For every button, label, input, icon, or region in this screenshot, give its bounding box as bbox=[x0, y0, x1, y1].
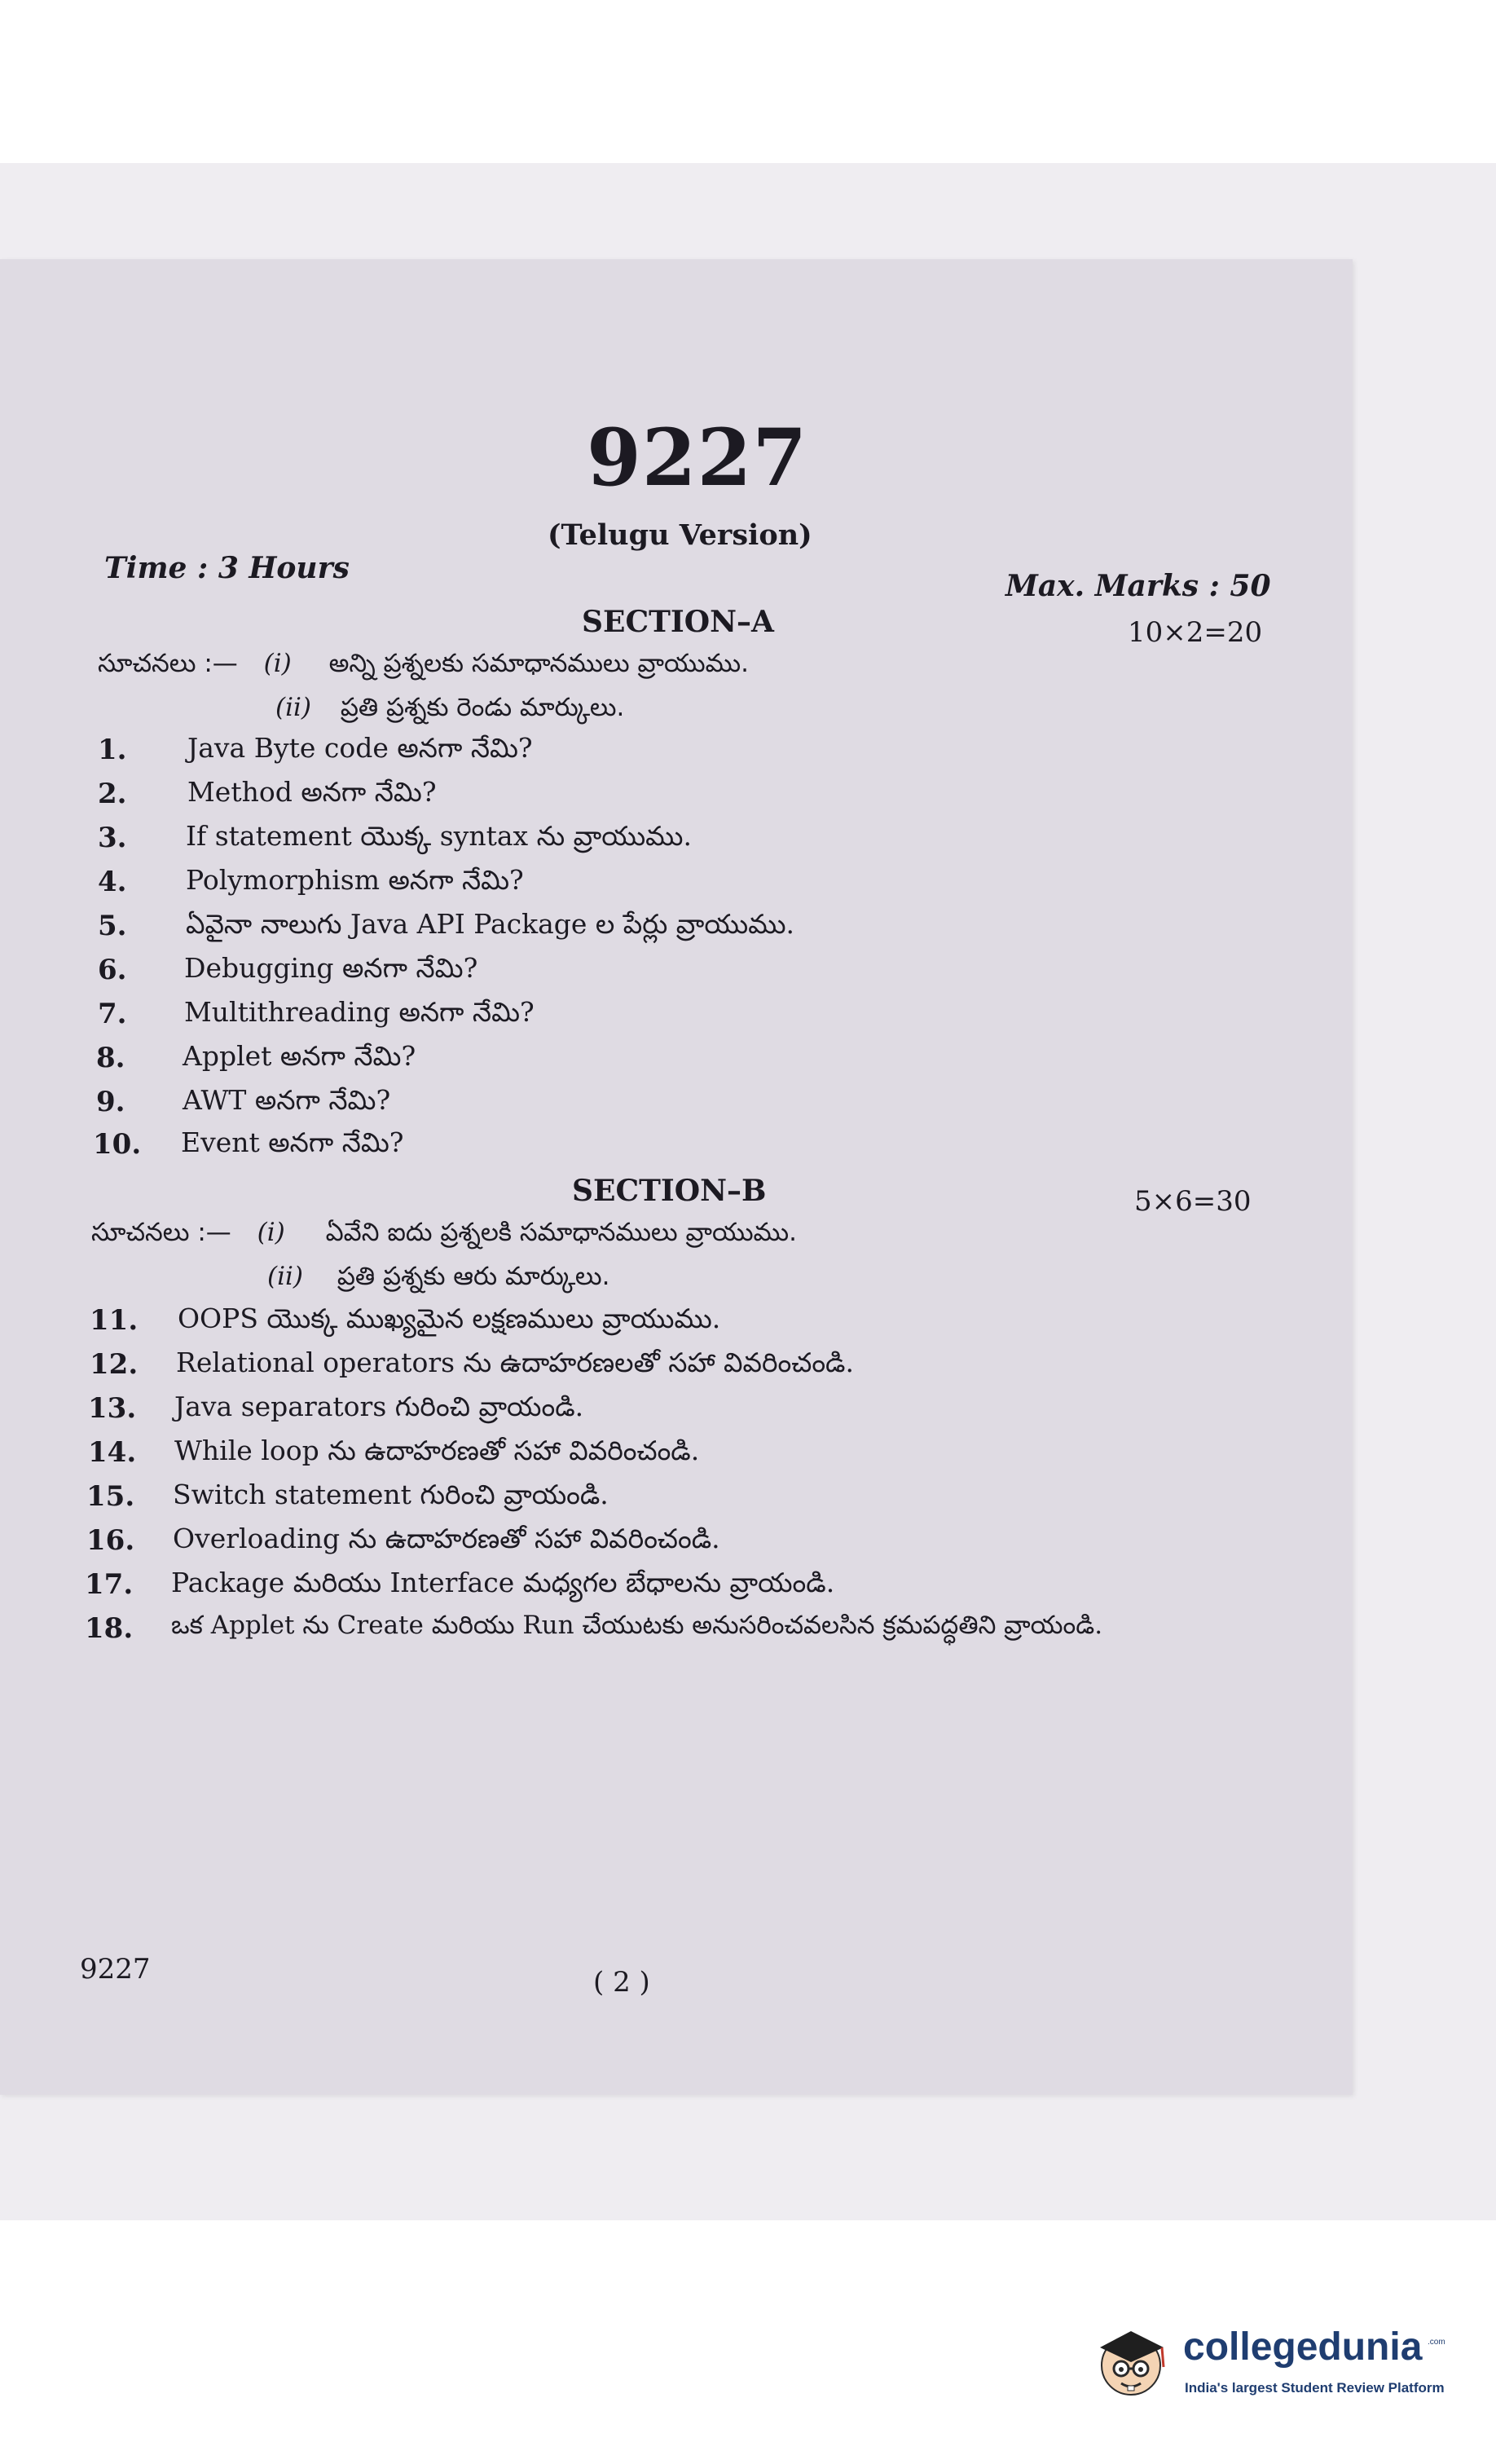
section-a-title: SECTION–A bbox=[582, 605, 774, 639]
note-text: ప్రతి ప్రశ్నకు ఆరు మార్కులు. bbox=[337, 1262, 610, 1291]
section-a-marks: 10×2=20 bbox=[1128, 616, 1263, 649]
note-num: (i) bbox=[257, 1218, 285, 1247]
brand-name: collegedunia bbox=[1183, 2325, 1423, 2369]
version-label: (Telugu Version) bbox=[548, 518, 812, 552]
question-text: Event అనగా నేమి? bbox=[181, 1126, 404, 1158]
section-b-note-2 bbox=[267, 1262, 609, 1297]
note-text: ప్రతి ప్రశ్నకు రెండు మార్కులు. bbox=[340, 693, 625, 722]
question-text: OOPS యొక్క ముఖ్యమైన లక్షణములు వ్రాయుము. bbox=[178, 1303, 721, 1334]
question-number: 7. bbox=[98, 998, 127, 1030]
question-text: AWT అనగా నేమి? bbox=[183, 1084, 391, 1116]
question-number: 6. bbox=[98, 954, 127, 986]
section-b-marks: 5×6=30 bbox=[1134, 1185, 1252, 1218]
question-number: 3. bbox=[98, 822, 127, 854]
paper-code-title: 9227 bbox=[587, 412, 808, 504]
question-text: ఏవైనా నాలుగు Java API Package ల పేర్లు వ్రాయుము. bbox=[186, 908, 795, 940]
question-text: Relational operators ను ఉదాహరణలతో సహా వివరించండి. bbox=[176, 1347, 854, 1378]
note-text: ఏవేని ఐదు ప్రశ్నలకి సమాధానములు వ్రాయుము. bbox=[325, 1218, 797, 1247]
note-label: సూచనలు :— bbox=[91, 1218, 231, 1247]
question-number: 1. bbox=[98, 734, 127, 766]
time-label: Time : 3 Hours bbox=[104, 551, 350, 585]
question-number: 4. bbox=[98, 866, 127, 898]
question-number: 15. bbox=[86, 1480, 135, 1513]
section-b-title: SECTION–B bbox=[572, 1174, 767, 1208]
question-text: Java Byte code అనగా నేమి? bbox=[187, 732, 533, 764]
question-number: 10. bbox=[93, 1128, 142, 1161]
question-text: ఒక Applet ను Create మరియు Run చేయుటకు అనుసరించవలసిన క్రమపద్ధతిని వ్రాయండి. bbox=[171, 1611, 1103, 1640]
note-text: అన్ని ప్రశ్నలకు సమాధానములు వ్రాయుము. bbox=[328, 649, 749, 678]
question-number: 14. bbox=[88, 1436, 137, 1469]
question-text: Package మరియు Interface మధ్యగల బేధాలను వ్రాయండి. bbox=[171, 1567, 835, 1598]
question-text: If statement యొక్క syntax ను వ్రాయుము. bbox=[186, 820, 692, 852]
question-text: Applet అనగా నేమి? bbox=[183, 1040, 416, 1072]
question-text: Method అనగా నేమి? bbox=[187, 776, 437, 808]
question-text: Switch statement గురించి వ్రాయండి. bbox=[173, 1479, 609, 1510]
brand-dotcom: .com bbox=[1428, 2338, 1445, 2347]
question-text: Debugging అనగా నేమి? bbox=[184, 952, 478, 984]
question-text: Overloading ను ఉదాహరణతో సహా వివరించండి. bbox=[173, 1523, 720, 1554]
question-number: 17. bbox=[85, 1568, 134, 1601]
question-number: 13. bbox=[88, 1392, 137, 1425]
section-b-note-1 bbox=[91, 1218, 797, 1253]
question-number: 11. bbox=[90, 1304, 139, 1337]
question-number: 16. bbox=[86, 1524, 135, 1557]
section-a-note-1 bbox=[98, 649, 749, 684]
question-number: 5. bbox=[98, 910, 127, 942]
page-number: ( 2 ) bbox=[593, 1966, 650, 1999]
footer-paper-code: 9227 bbox=[80, 1953, 151, 1986]
note-num: (ii) bbox=[267, 1262, 304, 1291]
section-a-note-2 bbox=[275, 693, 624, 728]
question-number: 9. bbox=[96, 1086, 125, 1118]
question-text: Polymorphism అనగా నేమి? bbox=[186, 864, 524, 896]
question-number: 12. bbox=[90, 1348, 139, 1381]
note-num: (ii) bbox=[275, 693, 312, 722]
question-text: Java separators గురించి వ్రాయండి. bbox=[174, 1391, 584, 1422]
note-label: సూచనలు :— bbox=[98, 649, 238, 678]
question-number: 8. bbox=[96, 1042, 125, 1074]
note-num: (i) bbox=[263, 649, 292, 678]
max-marks-label: Max. Marks : 50 bbox=[1005, 569, 1271, 603]
question-text: While loop ను ఉదాహరణతో సహా వివరించండి. bbox=[174, 1435, 700, 1466]
question-text: Multithreading అనగా నేమి? bbox=[184, 996, 535, 1028]
question-number: 2. bbox=[98, 778, 127, 810]
brand-tagline: India's largest Student Review Platform bbox=[1185, 2380, 1445, 2396]
question-number: 18. bbox=[85, 1612, 134, 1645]
